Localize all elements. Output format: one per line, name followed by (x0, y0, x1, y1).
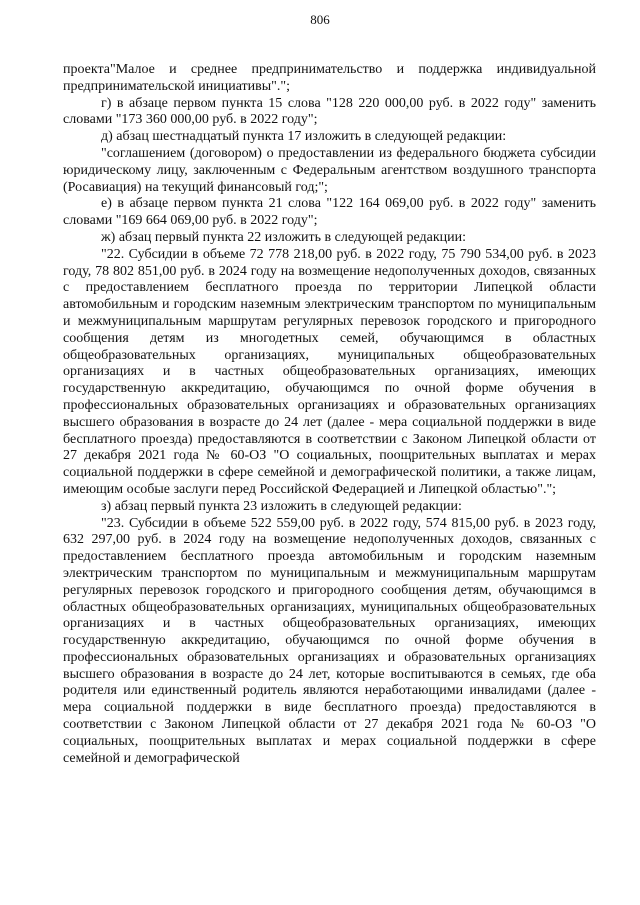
paragraph: г) в абзаце первом пункта 15 слова "128 220 000,00 руб. в 2022 году" заменить словами "173 360 000,00 руб. в 2022 году"; (63, 95, 596, 128)
paragraph: проекта"Малое и среднее предпринимательство и поддержка индивидуальной предпринимательской инициативы"."; (63, 62, 596, 94)
paragraph: д) абзац шестнадцатый пункта 17 изложить в следующей редакции: (101, 129, 507, 145)
paragraph: ж) абзац первый пункта 22 изложить в следующей редакции: (101, 229, 466, 245)
paragraph: "23. Субсидии в объеме 522 559,00 руб. в 2022 году, 574 815,00 руб. в 2023 году, 632 297,00 руб. в 2024 году на возмещение недополученных доходов, связанных с предоставлением бесплатного проезда автомобильным и городским наземным электрическим транспортом по муниципальным и межмуниципальным маршрутам регулярных перевозок городского и пригородного сообщения детям, обучающимся в областных общеобразовательных организациях, муниципальных общеобразовательных организациях и в частных общеобразовательных организациях, имеющих государственную аккредитацию, обучающимся по очной форме обучения в профессиональных образовательных организациях и образовательных организациях высшего образования в возрасте до 24 лет, которые воспитываются в семьях, где оба родителя или единственный родитель являются неработающими инвалидами (далее - мера социальной поддержки в виде бесплатного проезда) предоставляются в соответствии с Законом Липецкой области от 27 декабря 2021 года № 60-ОЗ "О социальных, поощрительных выплатах и мерах социальной поддержки в сфере семейной и демографической (63, 515, 596, 766)
paragraph: "22. Субсидии в объеме 72 778 218,00 руб. в 2022 году, 75 790 534,00 руб. в 2023 году, 78 802 851,00 руб. в 2024 году на возмещение недополученных доходов, связанных с предоставлением бесплатного проезда по территории Липецкой области автомобильным и городским наземным электрическим транспортом по муниципальным и межмуниципальным маршрутам регулярных перевозок городского и пригородного сообщения детям из многодетных семей, обучающимся в областных общеобразовательных организациях, муниципальных общеобразовательных организациях и в частных общеобразовательных организациях, имеющих государственную аккредитацию, обучающимся по очной форме обучения в профессиональных образовательных организациях и образовательных организациях высшего образования в возрасте до 24 лет (далее - мера социальной поддержки в виде бесплатного проезда) предоставляются в соответствии с Законом Липецкой области от 27 декабря 2021 года № 60-ОЗ "О социальных, поощрительных выплатах и мерах социальной поддержки в сфере семейной и демографической политики, а также лицам, имеющим особые заслуги перед Российской Федерацией и Липецкой областью"."; (63, 246, 596, 497)
paragraph: "соглашением (договором) о предоставлении из федерального бюджета субсидии юридическому лицу, заключенным с Федеральным агентством воздушного транспорта (Росавиация) на текущий финансовый год;"; (63, 145, 596, 195)
document-body (63, 62, 596, 767)
page-number: 806 (310, 12, 330, 27)
paragraph: з) абзац первый пункта 23 изложить в следующей редакции: (101, 498, 462, 514)
paragraph: е) в абзаце первом пункта 21 слова "122 164 069,00 руб. в 2022 году" заменить словами "169 664 069,00 руб. в 2022 году"; (63, 196, 596, 229)
